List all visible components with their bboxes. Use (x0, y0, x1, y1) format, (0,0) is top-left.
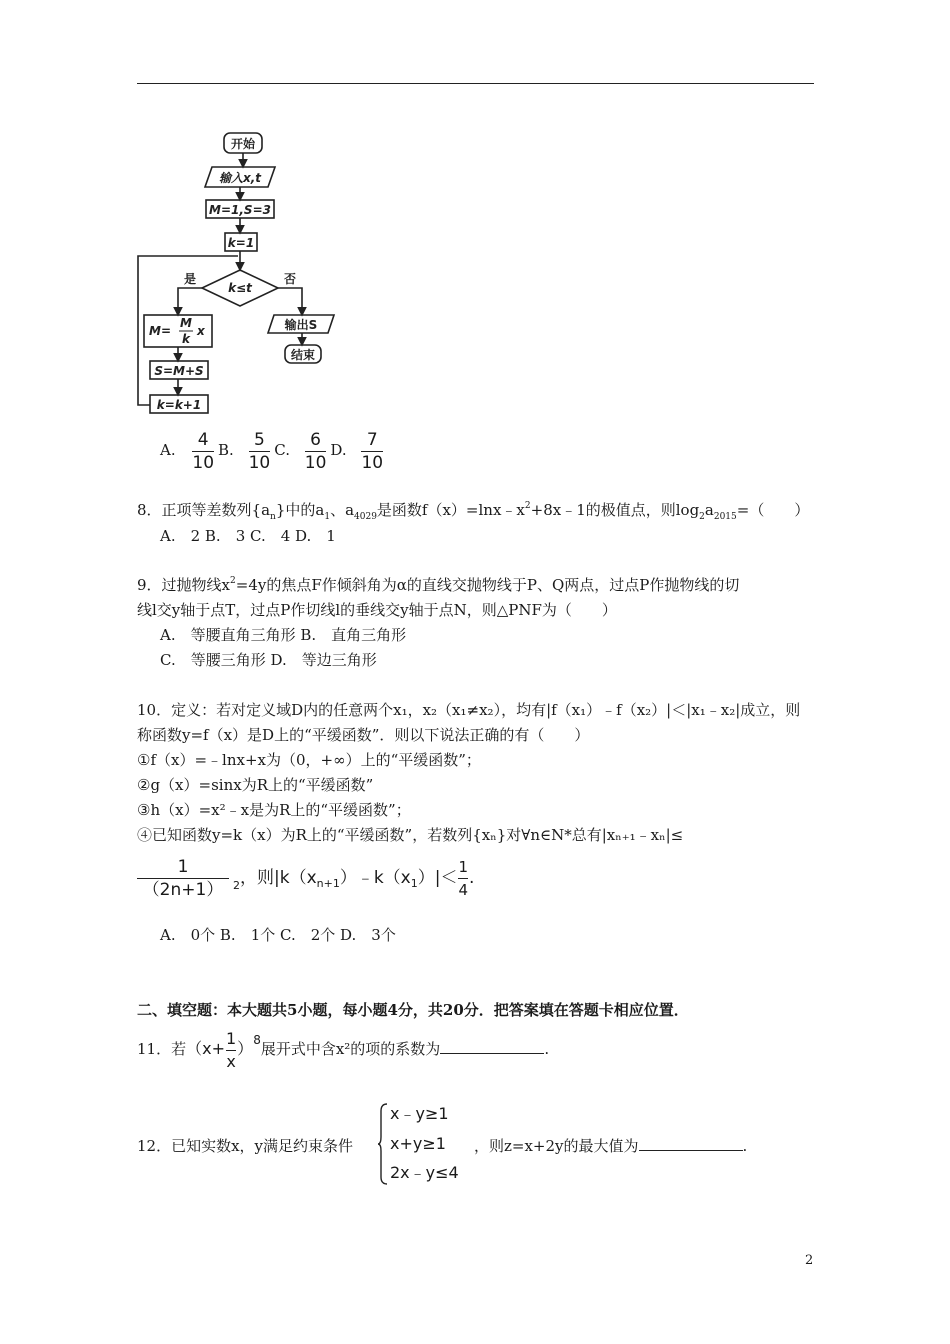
flow-cond-text: k≤t (228, 281, 252, 295)
q10-item-3: ③h（x）=x²﹣x是为R上的“平缓函数”； (137, 801, 411, 819)
q12-constraint-3: 2x﹣y≤4 (390, 1163, 459, 1182)
q7-opt-d-label: D. (330, 441, 347, 459)
q11-answer-blank[interactable] (440, 1039, 544, 1054)
q12-stem-tail: ，则z=x+2y的最大值为 . (474, 1137, 748, 1155)
q10-stem-line2: 称函数y=f（x）是D上的“平缓函数”．则以下说法正确的有（ ） (137, 726, 590, 744)
page-number: 2 (805, 1253, 814, 1268)
q8-options: A. 2 B. 3 C. 4 D. 1 (160, 527, 336, 545)
q7-opt-c-label: C. (274, 441, 290, 459)
flow-init-text: M=1,S=3 (209, 203, 271, 217)
flow-no-label: 否 (283, 272, 297, 286)
q7-opt-a-fraction (192, 430, 214, 473)
q10-item-1: ①f（x）=﹣lnx+x为（0，+∞）上的“平缓函数”； (137, 751, 481, 769)
q7-opt-a-den: 10 (192, 452, 215, 473)
q10-item-4-formula: $\frac{1}{(2n+1)}$ $_2$，则$|k(x_{n+1})﹣k(x_1)|<$ $\frac{1}{4}$ . (137, 852, 474, 906)
q9-stem-line2: 线l交y轴于点T，过点P作切线l的垂线交y轴于点N，则△PNF为（ ） (137, 601, 617, 619)
q10-item-2: ②g（x）=sinx为R上的“平缓函数” (137, 776, 374, 794)
flow-output-text: 输出S (284, 318, 318, 332)
q7-opt-d-num: 7 (366, 429, 378, 450)
q7-opt-b-den: 10 (248, 452, 271, 473)
q12-constraint-1: x﹣y≥1 (390, 1104, 449, 1123)
flow-end-text: 结束 (290, 348, 316, 362)
flow-m-lhs: M= (149, 324, 171, 338)
flowchart (130, 125, 350, 420)
q10-tail-fraction: $\frac{1}{4}$ (458, 857, 469, 899)
q7-opt-c-num: 6 (310, 429, 321, 450)
q8-stem: 8．正项等差数列$\{a_n\}$中的$a_1$、$a_{4029}$是函数$f(x)=\ln x﹣x^2+8x﹣1$的极值点，则$\log_2a_{2015}=$（ ） (137, 501, 810, 522)
q7-opt-b-fraction (249, 430, 271, 473)
q7-opt-b-num: 5 (254, 429, 265, 450)
q10-stem-line1: 10．定义：若对定义域D内的任意两个x₁，x₂（x₁≠x₂），均有|f（x₁）﹣f（x₂）|＜|x₁﹣x₂|成立，则 (137, 701, 801, 719)
q7-opt-a-label: A. (160, 441, 176, 459)
flow-yes-label: 是 (183, 272, 197, 286)
header-rule (137, 83, 814, 84)
flow-m-den: k (182, 332, 190, 346)
q12-constraint-2: x+y≥1 (390, 1134, 446, 1153)
flow-kinit-text: k=1 (227, 236, 255, 250)
q7-opt-c-den: 10 (304, 452, 327, 473)
q9-stem-line1: 9．过抛物线$x^2=4y$的焦点F作倾斜角为α的直线交抛物线于P、Q两点，过点P作抛物线的切 (137, 576, 740, 594)
q11-stem: 11．若（x+ $\frac{1}{x}$ ）$^8$展开式中含x²的项的系数为 . (137, 1028, 550, 1071)
q10-fraction: $\frac{1}{(2n+1)}$ (137, 857, 229, 900)
q7-opt-a-num: 4 (197, 429, 209, 450)
q9-options-1: A. 等腰直角三角形 B. 直角三角形 (160, 626, 407, 644)
flow-start-text: 开始 (230, 137, 256, 151)
flow-input-text: 输入x,t (218, 171, 262, 185)
q12-answer-blank[interactable] (639, 1136, 743, 1151)
q9-options-2: C. 等腰三角形 D. 等边三角形 (160, 651, 377, 669)
q10-options: A. 0个 B. 1个 C. 2个 D. 3个 (160, 926, 396, 944)
q11-fraction: $\frac{1}{x}$ (225, 1028, 237, 1071)
q12-constraint-brace (378, 1103, 388, 1185)
q7-opt-c-fraction (305, 430, 327, 473)
q7-opt-d-den: 10 (361, 452, 384, 473)
flow-k-text: k=k+1 (156, 398, 202, 412)
q12-stem: 12．已知实数x，y满足约束条件 (137, 1137, 354, 1155)
section-heading: 二、填空题：本大题共5小题，每小题4分，共20分．把答案填在答题卡相应位置． (137, 1001, 689, 1019)
q7-opt-d-fraction (361, 430, 383, 473)
q10-item-4: ④已知函数y=k（x）为R上的“平缓函数”，若数列{xₙ}对∀n∈N*总有|xₙ₊₁﹣xₙ|≤ (137, 826, 684, 844)
q7-options (160, 428, 387, 473)
flow-m-x: x (197, 324, 205, 338)
flow-m-num: M (180, 316, 192, 330)
q7-opt-b-label: B. (218, 441, 234, 459)
flow-s-text: S=M+S (154, 364, 204, 378)
